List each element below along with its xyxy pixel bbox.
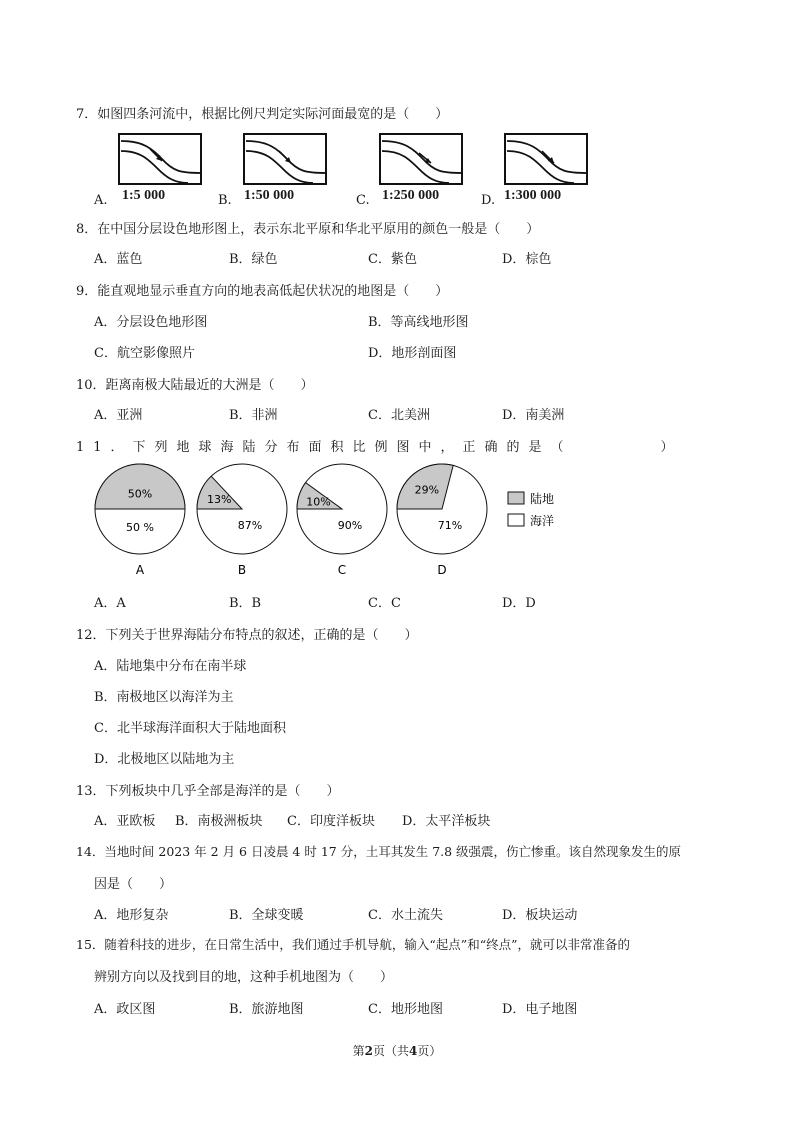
q10-option-c: C．北美洲 (368, 408, 430, 423)
q7-option-d-scale: 1:300 000 (504, 188, 562, 203)
q13-option-b: B．南极洲板块 (175, 814, 263, 829)
pie-sea-value: 71% (437, 519, 463, 532)
river-map-d (504, 133, 588, 189)
q11-option-c: C．C (368, 596, 401, 611)
q14-option-a: A．地形复杂 (94, 908, 169, 923)
q11-option-d: D．D (502, 596, 536, 611)
footer-total-pages: 4 (409, 1044, 418, 1058)
q11-option-a: A．A (94, 596, 126, 611)
q8-stem: 8．在中国分层设色地形图上，表示东北平原和华北平原用的颜色一般是（ ） (76, 222, 540, 237)
pie-caption: A (135, 563, 145, 577)
pie-sea-value: 50 % (126, 521, 154, 534)
q12-option-d: D．北极地区以陆地为主 (94, 752, 235, 767)
q14-option-b: B．全球变暖 (229, 908, 304, 923)
q12-option-b: B．南极地区以海洋为主 (94, 690, 234, 705)
q7-option-c-scale: 1:250 000 (382, 188, 440, 203)
page-footer (0, 1042, 794, 1059)
q14-stem-line1: 14．当地时间 2023 年 2 月 6 日凌晨 4 时 17 分，土耳其发生 7.8 级强震，伤亡惨重。该自然现象发生的原 (76, 844, 682, 859)
pie-land-value: 13% (207, 493, 232, 507)
river-map-b (243, 133, 327, 189)
q13-option-d: D．太平洋板块 (402, 814, 491, 829)
q12-option-c: C．北半球海洋面积大于陆地面积 (94, 721, 286, 736)
q7-option-b-label: B. (218, 193, 232, 208)
q10-stem: 10．距离南极大陆最近的大洲是（ ） (76, 378, 314, 393)
q7-option-a-label: A. (94, 193, 108, 208)
pie-d (397, 464, 487, 577)
q9-option-a: A．分层设色地形图 (94, 315, 208, 330)
q8-option-a: A．蓝色 (94, 252, 143, 267)
q11-stem: 11．下列地球海陆分布面积比例图中，正确的是（ ） (76, 440, 683, 455)
pie-caption: B (237, 563, 247, 577)
footer-post: 页） (417, 1044, 442, 1058)
q12-stem: 12．下列关于世界海陆分布特点的叙述，正确的是（ ） (76, 628, 418, 643)
footer-mid: 页（共 (372, 1044, 409, 1058)
legend-land-swatch (508, 492, 524, 504)
q10-option-d: D．南美洲 (502, 408, 565, 423)
q14-option-c: C．水土流失 (368, 908, 443, 923)
q15-option-d: D．电子地图 (502, 1002, 578, 1017)
pie-land-value: 50% (127, 487, 153, 501)
q7-option-b-scale: 1:50 000 (244, 188, 295, 203)
river-map-a (118, 133, 202, 189)
q8-option-b: B．绿色 (229, 252, 278, 267)
pie-sea-value: 90% (337, 519, 363, 532)
river-map-c (379, 133, 463, 189)
pie-caption: C (337, 563, 347, 577)
q9-option-c: C．航空影像照片 (94, 346, 195, 361)
q9-stem: 9．能直观地显示垂直方向的地表高低起伏状况的地图是（ ） (76, 284, 449, 299)
legend-sea-label: 海洋 (530, 514, 555, 528)
q10-option-b: B．非洲 (229, 408, 278, 423)
q14-option-d: D．板块运动 (502, 908, 578, 923)
pie-b (197, 464, 287, 577)
q11-pie-figure (90, 462, 610, 584)
pie-land-value: 29% (414, 483, 440, 497)
q8-option-d: D．棕色 (502, 252, 552, 267)
q7-option-c-label: C. (356, 193, 370, 208)
q14-stem-line2: 因是（ ） (94, 877, 173, 892)
pie-land-value: 10% (306, 495, 331, 509)
q7-stem: 7．如图四条河流中，根据比例尺判定实际河面最宽的是（ ） (76, 107, 449, 122)
q10-option-a: A．亚洲 (94, 408, 143, 423)
footer-pre: 第 (352, 1044, 365, 1058)
q15-option-b: B．旅游地图 (229, 1002, 304, 1017)
q9-option-d: D．地形剖面图 (368, 346, 457, 361)
q13-option-a: A．亚欧板 (94, 814, 156, 829)
q7-option-a-scale: 1:5 000 (122, 188, 166, 203)
q11-option-b: B．B (229, 596, 262, 611)
pie-c (297, 464, 387, 577)
q15-option-c: C．地形地图 (368, 1002, 443, 1017)
q9-option-b: B．等高线地形图 (368, 315, 469, 330)
q8-option-c: C．紫色 (368, 252, 417, 267)
pie-caption: D (437, 563, 447, 577)
q7-option-d-label: D. (481, 193, 496, 208)
q15-stem-line1: 15．随着科技的进步，在日常生活中，我们通过手机导航，输入“起点”和“终点”，就可以非常准备的 (76, 937, 630, 952)
q15-option-a: A．政区图 (94, 1002, 156, 1017)
q12-option-a: A．陆地集中分布在南半球 (94, 659, 247, 674)
pie-sea-value: 87% (237, 519, 263, 532)
footer-page-number: 2 (364, 1044, 373, 1058)
q15-stem-line2: 辨别方向以及找到目的地，这种手机地图为（ ） (94, 970, 394, 985)
q13-option-c: C．印度洋板块 (287, 814, 375, 829)
q13-stem: 13．下列板块中几乎全部是海洋的是（ ） (76, 784, 340, 799)
pie-a (95, 464, 185, 577)
legend-land-label: 陆地 (530, 492, 555, 506)
legend-sea-swatch (508, 514, 524, 526)
